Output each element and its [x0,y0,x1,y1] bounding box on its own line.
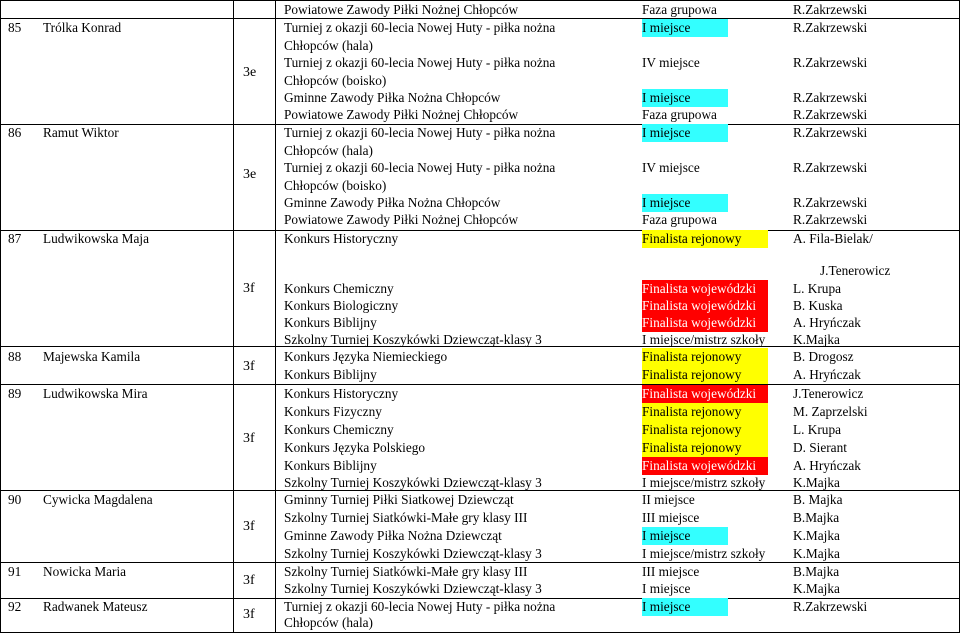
student-number: 90 [8,492,22,507]
teacher-cell: R.Zakrzewski [793,2,868,17]
event-cell: Gminne Zawody Piłka Nożna Chłopców [284,195,501,210]
teacher-cell: A. Fila-Bielak/ [793,231,873,246]
result-cell: Finalista rejonowy [642,403,768,421]
student-class: 3f [243,607,255,622]
event-cell: Konkurs Chemiczny [284,281,394,296]
teacher-cell: B. Kuska [793,298,843,313]
result-cell: Finalista wojewódzki [642,385,768,403]
event-cell: Gminne Zawody Piłka Nożna Chłopców [284,90,501,105]
teacher-cell: B. Drogosz [793,349,854,364]
student-name: Cywicka Magdalena [43,492,153,507]
result-cell: Finalista rejonowy [642,421,768,439]
student-number: 89 [8,386,22,401]
event-cell: Turniej z okazji 60-lecia Nowej Huty - piłka nożna [284,20,556,35]
result-cell: IV miejsce [642,160,700,175]
event-cell: Konkurs Historyczny [284,386,399,401]
student-class: 3f [243,359,255,374]
event-cell: Konkurs Biblijny [284,367,377,382]
student-number: 92 [8,599,22,614]
teacher-cell: M. Zaprzelski [793,404,868,419]
event-cell-continued: Chłopców (boisko) [284,178,387,193]
event-cell: Szkolny Turniej Koszykówki Dziewcząt-klasy 3 [284,475,542,490]
student-number: 88 [8,349,22,364]
teacher-cell: B.Majka [793,564,840,579]
event-cell: Konkurs Chemiczny [284,422,394,437]
result-cell: IV miejsce [642,55,700,70]
student-name: Radwanek Mateusz [43,599,148,614]
result-cell: II miejsce [642,492,695,507]
teacher-cell: A. Hryńczak [793,367,861,382]
event-cell: Powiatowe Zawody Piłki Nożnej Chłopców [284,212,519,227]
event-cell: Turniej z okazji 60-lecia Nowej Huty - piłka nożna [284,599,556,614]
event-cell: Turniej z okazji 60-lecia Nowej Huty - piłka nożna [284,125,556,140]
event-cell: Konkurs Języka Niemieckiego [284,349,448,364]
teacher-cell: J.Tenerowicz [793,386,864,401]
column-divider [233,0,234,633]
student-class: 3f [243,573,255,588]
result-cell: I miejsce/mistrz szkoły [642,475,766,490]
teacher-cell: R.Zakrzewski [793,107,868,122]
result-cell: Finalista wojewódzki [642,280,768,298]
teacher-cell: R.Zakrzewski [793,20,868,35]
result-cell: Finalista wojewódzki [642,314,768,332]
event-cell-continued: Chłopców (hala) [284,615,373,630]
result-cell: Finalista rejonowy [642,348,768,366]
student-name: Ramut Wiktor [43,125,119,140]
student-class: 3e [243,167,257,182]
result-cell: I miejsce/mistrz szkoły [642,546,766,561]
event-cell-continued: Chłopców (hala) [284,38,373,53]
result-cell: III miejsce [642,564,700,579]
event-cell: Szkolny Turniej Koszykówki Dziewcząt-klasy 3 [284,546,542,561]
event-cell: Szkolny Turniej Siatkówki-Małe gry klasy III [284,564,528,579]
result-cell: Finalista wojewódzki [642,457,768,475]
column-divider [0,0,1,633]
event-cell: Turniej z okazji 60-lecia Nowej Huty - piłka nożna [284,55,556,70]
result-cell: I miejsce [642,194,728,212]
event-cell: Szkolny Turniej Siatkówki-Małe gry klasy III [284,510,528,525]
teacher-cell: K.Majka [793,581,840,596]
event-cell: Konkurs Historyczny [284,231,399,246]
event-cell-continued: Chłopców (boisko) [284,73,387,88]
column-divider [275,0,276,633]
event-cell: Powiatowe Zawody Piłki Nożnej Chłopców [284,107,519,122]
student-class: 3f [243,519,255,534]
event-cell: Gminny Turniej Piłki Siatkowej Dziewcząt [284,492,514,507]
student-class: 3f [243,431,255,446]
teacher-cell: L. Krupa [793,281,841,296]
result-cell: I miejsce [642,124,728,142]
result-cell: Finalista rejonowy [642,230,768,248]
student-name: Ludwikowska Maja [43,231,149,246]
teacher-cell: R.Zakrzewski [793,212,868,227]
student-name: Ludwikowska Mira [43,386,148,401]
result-cell: I miejsce [642,581,691,596]
teacher-cell: R.Zakrzewski [793,125,868,140]
teacher-cell: A. Hryńczak [793,458,861,473]
result-cell: Finalista rejonowy [642,366,768,384]
result-cell: I miejsce [642,598,728,616]
student-name: Majewska Kamila [43,349,141,364]
teacher-cell: B.Majka [793,510,840,525]
result-cell: Faza grupowa [642,212,717,227]
event-cell: Szkolny Turniej Koszykówki Dziewcząt-klasy 3 [284,581,542,596]
teacher-cell: B. Majka [793,492,843,507]
student-name: Nowicka Maria [43,564,127,579]
teacher-cell: R.Zakrzewski [793,160,868,175]
student-number: 85 [8,20,22,35]
event-cell: Konkurs Fizyczny [284,404,382,419]
teacher-cell: A. Hryńczak [793,315,861,330]
teacher-cell: L. Krupa [793,422,841,437]
teacher-cell: K.Majka [793,332,840,347]
result-cell: I miejsce/mistrz szkoły [642,332,766,347]
event-cell: Konkurs Biblijny [284,315,377,330]
teacher-cell: K.Majka [793,528,840,543]
teacher-cell: K.Majka [793,546,840,561]
teacher-cell: R.Zakrzewski [793,195,868,210]
student-number: 86 [8,125,22,140]
event-cell: Konkurs Biologiczny [284,298,399,313]
teacher-cell-continued: J.Tenerowicz [820,263,891,278]
event-cell: Gminne Zawody Piłka Nożna Dziewcząt [284,528,502,543]
teacher-cell: R.Zakrzewski [793,55,868,70]
result-cell: I miejsce [642,527,728,545]
event-cell: Konkurs Języka Polskiego [284,440,426,455]
student-number: 91 [8,564,22,579]
result-cell: Faza grupowa [642,2,717,17]
event-cell: Konkurs Biblijny [284,458,377,473]
result-cell: I miejsce [642,89,728,107]
student-class: 3f [243,281,255,296]
event-cell-continued: Chłopców (hala) [284,143,373,158]
event-cell: Turniej z okazji 60-lecia Nowej Huty - piłka nożna [284,160,556,175]
result-cell: Faza grupowa [642,107,717,122]
teacher-cell: D. Sierant [793,440,847,455]
event-cell: Szkolny Turniej Koszykówki Dziewcząt-klasy 3 [284,332,542,347]
student-name: Trólka Konrad [43,20,122,35]
teacher-cell: R.Zakrzewski [793,599,868,614]
result-cell: III miejsce [642,510,700,525]
result-cell: Finalista wojewódzki [642,297,768,315]
student-class: 3e [243,65,257,80]
result-cell: Finalista rejonowy [642,439,768,457]
teacher-cell: K.Majka [793,475,840,490]
student-number: 87 [8,231,22,246]
result-cell: I miejsce [642,19,728,37]
event-cell: Powiatowe Zawody Piłki Nożnej Chłopców [284,2,519,17]
teacher-cell: R.Zakrzewski [793,90,868,105]
